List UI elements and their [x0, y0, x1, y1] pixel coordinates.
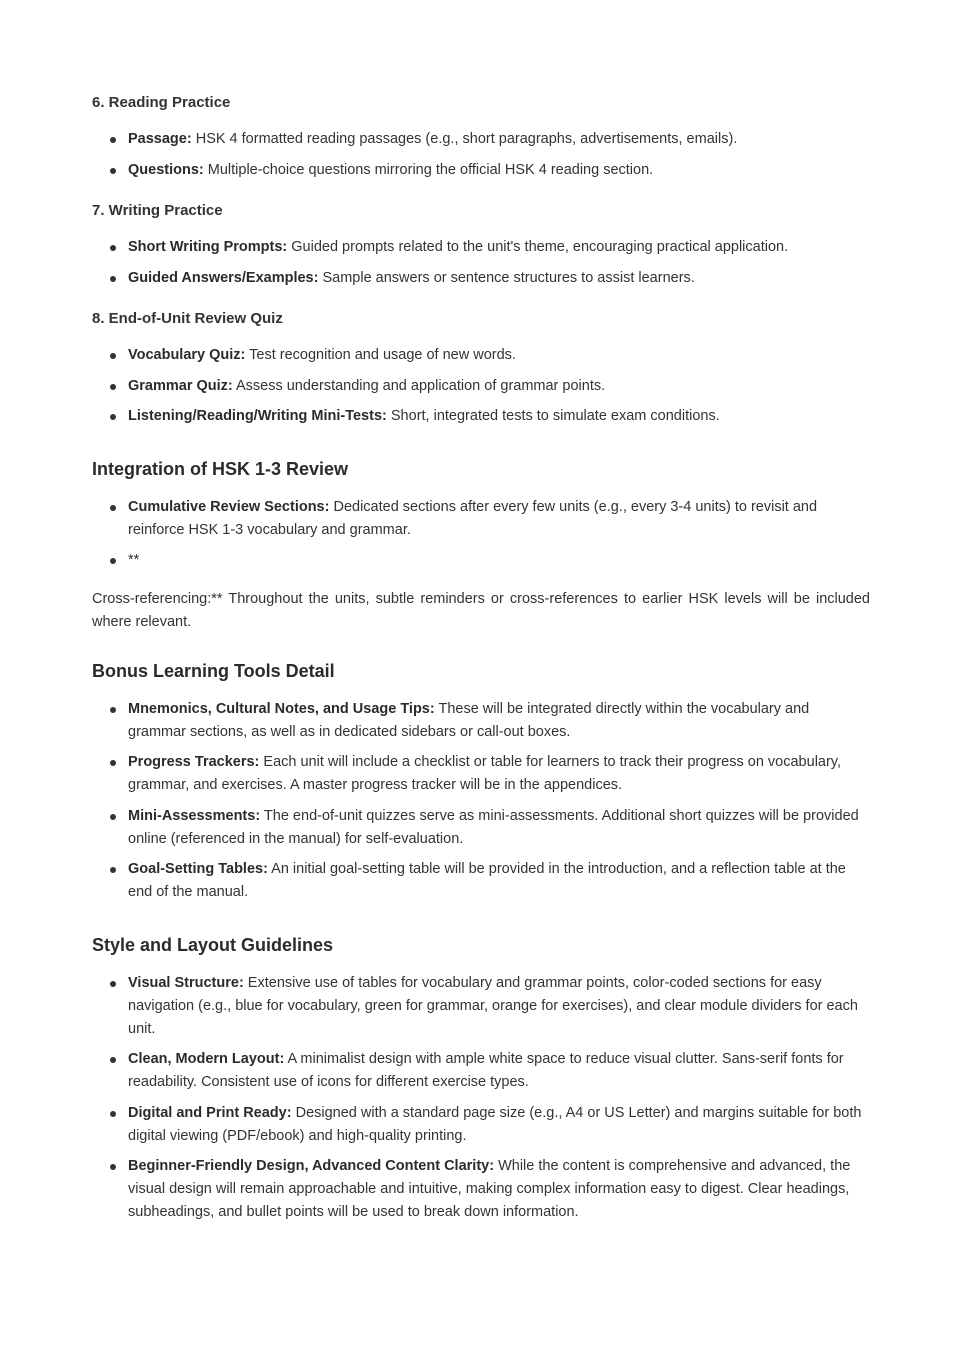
stray-bullet-text: ** [128, 552, 140, 568]
bonus-tools-heading: Bonus Learning Tools Detail [92, 660, 335, 681]
item-text: Dedicated sections after every few units (e.g., every 3-4 units) to revisit and reinforce HSK 1-3 vocabulary and grammar. [128, 498, 818, 538]
list-item [92, 1102, 870, 1148]
item-label: Questions: [128, 161, 204, 178]
bullet-dot-icon [110, 814, 116, 820]
bullet-dot-icon [110, 353, 116, 359]
bullet-dot-icon [110, 867, 116, 873]
bullet-dot-icon [110, 245, 116, 251]
item-text: While the content is comprehensive and advanced, the visual design will remain approachable and intuitive, making complex information easy to digest. Clear headings, subheadings, and bullet points will be used to break down information. [128, 1158, 851, 1220]
bullet-dot-icon [110, 276, 116, 282]
item-label: Mini-Assessments: [128, 807, 261, 824]
list-item [92, 236, 870, 259]
item-label: Visual Structure: [128, 974, 244, 991]
item-text: Extensive use of tables for vocabulary and grammar points, color-coded sections for easy navigation (e.g., blue for vocabulary, green for grammar, orange for exercises), and clear module dividers for each unit. [128, 974, 858, 1037]
bonus-tools-list [92, 698, 870, 905]
item-text: Sample answers or sentence structures to assist learners. [318, 269, 695, 286]
list-item [92, 375, 870, 398]
item-label: Beginner-Friendly Design, Advanced Content Clarity: [128, 1158, 495, 1174]
item-label: Listening/Reading/Writing Mini-Tests: [128, 408, 387, 424]
reading-practice-heading: 6. Reading Practice [92, 94, 231, 111]
style-guidelines-list [92, 972, 870, 1225]
bullet-dot-icon [110, 1164, 116, 1170]
item-text: Each unit will include a checklist or table for learners to track their progress on vocabulary, grammar, and exercises. A master progress tracker will be in the appendices. [128, 754, 842, 793]
item-text: Assess understanding and application of grammar points. [232, 377, 606, 394]
bullet-dot-icon [110, 707, 116, 713]
item-label: Passage: [128, 131, 192, 147]
bullet-dot-icon [110, 1057, 116, 1063]
bullet-dot-icon [110, 168, 116, 174]
item-text: A minimalist design with ample white space to reduce visual clutter. Sans-serif fonts for readability. Consistent use of icons for different exercise types. [128, 1051, 844, 1090]
list-item [92, 805, 870, 851]
writing-practice-list [92, 236, 870, 290]
reading-practice-list [92, 128, 870, 182]
bullet-dot-icon [110, 414, 116, 420]
bullet-dot-icon [110, 137, 116, 143]
list-item [92, 159, 870, 182]
item-label: Progress Trackers: [128, 754, 260, 770]
item-label: Vocabulary Quiz: [128, 347, 246, 363]
list-item [92, 1155, 870, 1224]
list-item [92, 858, 870, 904]
bullet-dot-icon [110, 981, 116, 987]
item-label: Guided Answers/Examples: [128, 269, 319, 286]
bullet-dot-icon [110, 558, 116, 564]
item-text: Guided prompts related to the unit's theme, encouraging practical application. [287, 239, 789, 255]
item-text: Multiple-choice questions mirroring the official HSK 4 reading section. [203, 161, 654, 178]
item-label: Goal-Setting Tables: [128, 861, 268, 877]
list-item [92, 128, 870, 151]
integration-heading: Integration of HSK 1-3 Review [92, 458, 349, 479]
list-item [92, 496, 870, 542]
bullet-dot-icon [110, 760, 116, 766]
list-item [92, 1048, 870, 1094]
item-label: Short Writing Prompts: [128, 239, 288, 255]
cross-referencing-paragraph: Cross-referencing:** Throughout the units, subtle reminders or cross-references to earlier HSK levels will be included where relevant. [92, 590, 870, 630]
bullet-dot-icon [110, 384, 116, 390]
writing-practice-heading: 7. Writing Practice [92, 202, 223, 219]
item-label: Clean, Modern Layout: [128, 1051, 285, 1067]
bullet-dot-icon [110, 1111, 116, 1117]
review-quiz-list [92, 344, 870, 428]
item-text: The end-of-unit quizzes serve as mini-assessments. Additional short quizzes will be provided online (referenced in the manual) for self-evaluation. [128, 807, 859, 847]
bullet-dot-icon [110, 505, 116, 511]
item-label: Digital and Print Ready: [128, 1104, 292, 1121]
list-item [92, 549, 870, 572]
list-item [92, 405, 870, 428]
review-quiz-heading: 8. End-of-Unit Review Quiz [92, 310, 283, 327]
item-text: An initial goal-setting table will be provided in the introduction, and a reflection table at the end of the manual. [128, 861, 846, 900]
item-text: HSK 4 formatted reading passages (e.g., short paragraphs, advertisements, emails). [191, 131, 738, 147]
item-text: Test recognition and usage of new words. [245, 347, 516, 363]
integration-list [92, 496, 870, 573]
list-item [92, 344, 870, 367]
item-text: These will be integrated directly within the vocabulary and grammar sections, as well as in dedicated sidebars or call-out boxes. [128, 700, 810, 740]
item-text: Short, integrated tests to simulate exam conditions. [386, 408, 720, 424]
item-text: Designed with a standard page size (e.g., A4 or US Letter) and margins suitable for both digital viewing (PDF/ebook) and high-quality printing. [128, 1104, 862, 1144]
style-guidelines-heading: Style and Layout Guidelines [92, 934, 334, 955]
item-label: Grammar Quiz: [128, 377, 233, 394]
list-item [92, 751, 870, 797]
item-label: Mnemonics, Cultural Notes, and Usage Tips: [128, 700, 435, 717]
item-label: Cumulative Review Sections: [128, 498, 330, 515]
list-item [92, 698, 870, 744]
list-item [92, 267, 870, 290]
list-item [92, 972, 870, 1041]
